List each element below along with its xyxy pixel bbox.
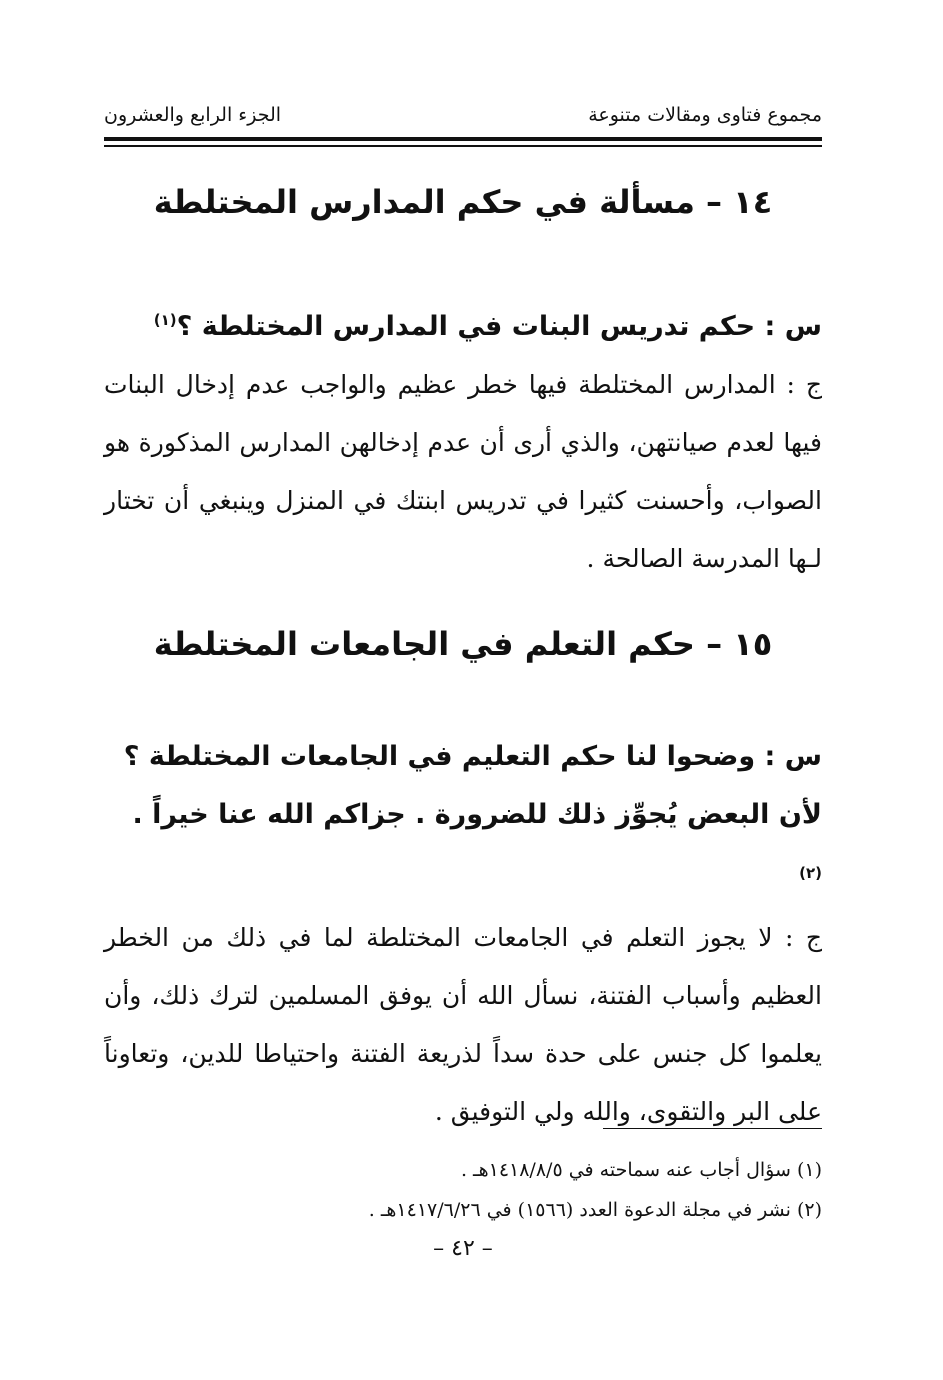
header-rule-thick [104,137,822,141]
book-title: مجموع فتاوى ومقالات متنوعة [588,104,822,126]
header-rule-thin [104,145,822,147]
section-14-body [104,291,822,588]
footnote-ref-2: (٢) [799,864,822,882]
section-15-body [104,728,822,1141]
section-15-answer: ج : لا يجوز التعلم في الجامعات المختلطة لما في ذلك من الخطر العظيم وأسباب الفتنة، نسأل الله أن يوفق المسلمين لترك ذلك، وأن يعلموا كل جنس على حدة سداً لذريعة الفتنة واحتياطا للدين، وتعاوناً على البر والتقوى، والله ولي التوفيق . [104,923,822,1126]
section-15-title: ١٥ – حكم التعلم في الجامعات المختلطة [153,625,773,663]
footnote-divider [603,1128,822,1129]
section-15-question: س : وضحوا لنا حكم التعليم في الجامعات المختلطة ؟ لأن البعض يُجوِّز ذلك للضرورة . جزاكم الله عنا خيراً . $^{(٢)}$ [123,741,822,882]
footnote-2: (٢) نشر في مجلة الدعوة العدد (١٥٦٦) في ١٤١٧/٦/٢٦هـ . [368,1199,822,1221]
volume-label: الجزء الرابع والعشرون [104,104,282,126]
page-number: – ٤٢ – [433,1236,493,1261]
footnote-ref-1: (١) [153,311,177,329]
running-header [104,100,822,130]
footnote-1: (١) سؤال أجاب عنه سماحته في ١٤١٨/٨/٥هـ . [460,1159,822,1181]
footnotes [104,1150,822,1230]
section-14-answer: ج : المدارس المختلطة فيها خطر عظيم والواجب عدم إدخال البنات فيها لعدم صيانتهن، والذي أرى أن عدم إدخالهن المدارس المذكورة هو الصواب، وأحسنت كثيرا في تدريس ابنتك في المنزل وينبغي أن تختار لـها المدرسة الصالحة . [104,370,822,573]
section-14-title: ١٤ – مسألة في حكم المدارس المختلطة [153,183,773,221]
section-14-question: س : حكم تدريس البنات في المدارس المختلطة ؟$^{(١)}$ [153,311,822,342]
